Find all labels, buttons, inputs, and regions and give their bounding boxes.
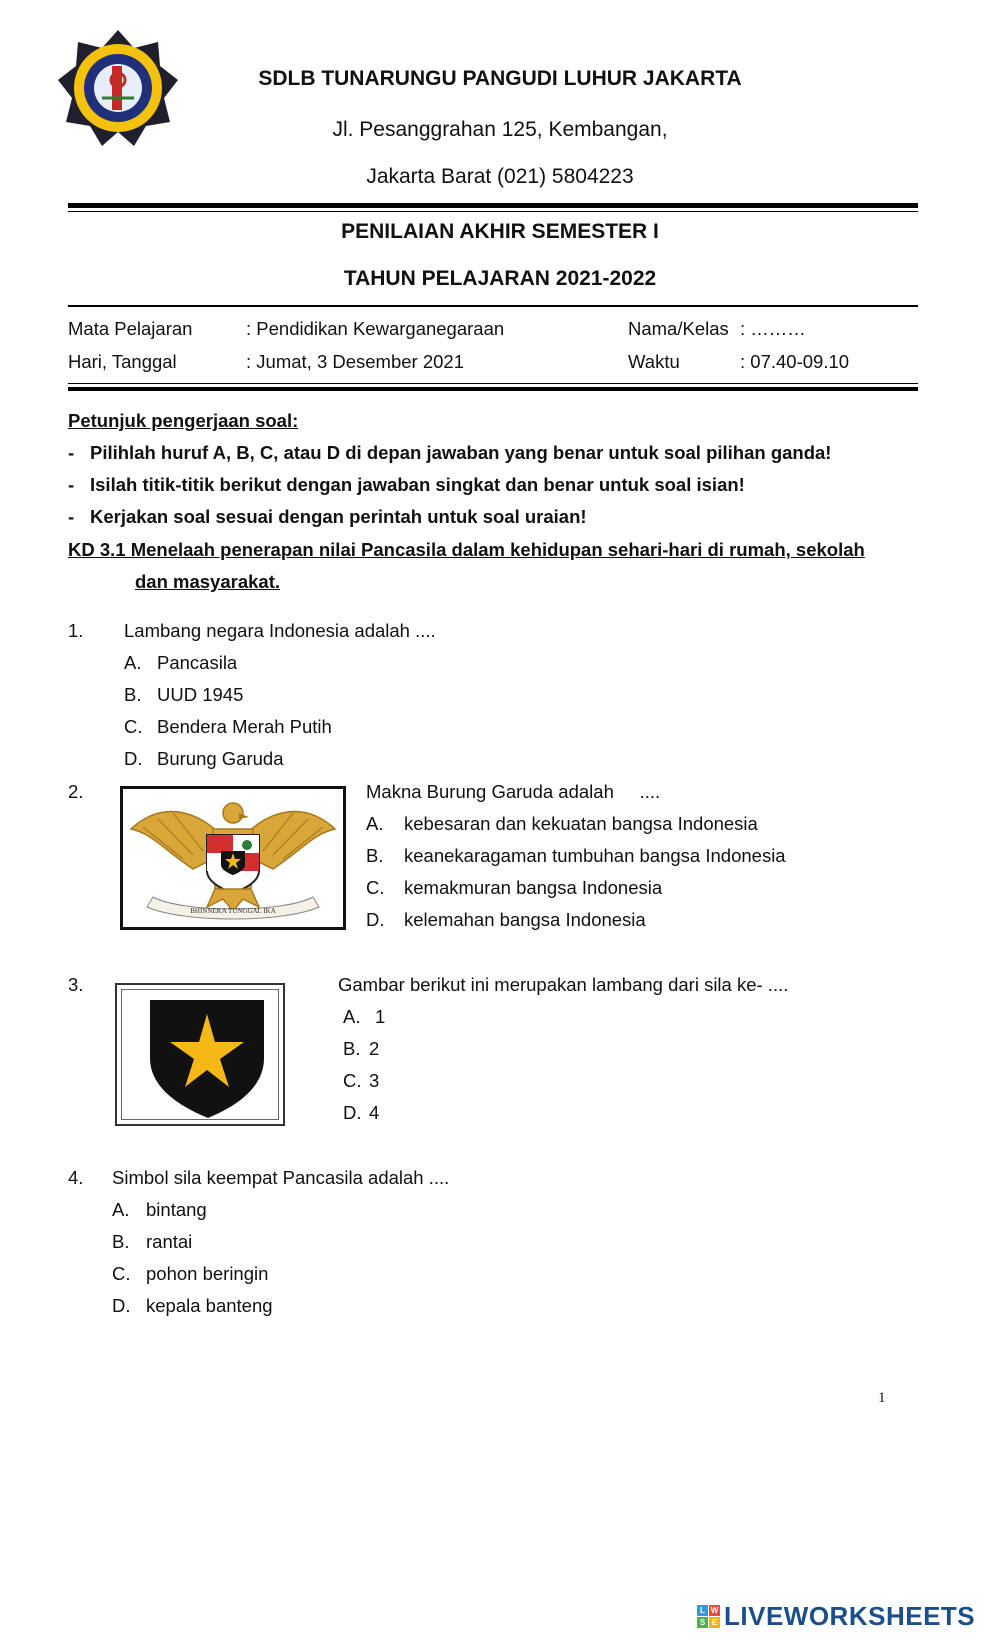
time-label: Waktu [628,351,680,372]
date-value: : Jumat, 3 Desember 2021 [246,351,464,372]
logo-tile: S [697,1617,708,1628]
option-letter: C. [343,1070,362,1091]
instruction-bullet: - [68,442,75,463]
question-number: 1. [68,620,84,641]
option-text: rantai [146,1231,193,1252]
option-1c[interactable] [124,716,332,738]
liveworksheets-brand: LIVEWORKSHEETS [724,1600,976,1631]
garuda-image [120,786,346,930]
logo-tile: L [697,1605,708,1616]
option-4d[interactable] [112,1295,273,1317]
school-name: SDLB TUNARUNGU PANGUDI LUHUR JAKARTA [258,67,742,90]
question-text: Gambar berikut ini merupakan lambang dari sila ke- .... [338,974,789,995]
option-letter: D. [112,1295,131,1316]
option-3b[interactable] [343,1038,379,1060]
header-rule-thick [68,203,918,208]
option-text: Pancasila [157,652,238,673]
option-letter: C. [366,877,385,898]
question-number: 3. [68,974,84,995]
option-2d[interactable] [366,909,646,931]
question-text: Makna Burung Garuda adalah .... [366,781,661,802]
option-text: kebesaran dan kekuatan bangsa Indonesia [404,813,758,834]
option-letter: C. [112,1263,131,1284]
option-text: 1 [375,1006,386,1027]
instruction-text: Pilihlah huruf A, B, C, atau D di depan jawaban yang benar untuk soal pilihan ganda! [90,442,832,463]
option-letter: D. [124,748,143,769]
star-shield-image [115,983,285,1126]
option-letter: C. [124,716,143,737]
instruction-item [68,474,745,496]
time-value: : 07.40-09.10 [740,351,850,372]
exam-title: PENILAIAN AKHIR SEMESTER I [341,220,659,243]
option-text: bintang [146,1199,207,1220]
question-text: Lambang negara Indonesia adalah .... [124,620,436,641]
option-letter: D. [343,1102,362,1123]
info-rule-bottom-thick [68,387,918,391]
option-3a[interactable] [343,1006,385,1028]
logo-tile: E [709,1617,720,1628]
logo-tile: W [710,1605,719,1615]
question-number: 2. [68,781,84,802]
instruction-text: Isilah titik-titik berikut dengan jawaban singkat dan benar untuk soal isian! [90,474,745,495]
question-number: 4. [68,1167,84,1188]
option-letter: A. [112,1199,130,1220]
instruction-text: Kerjakan soal sesuai dengan perintah untuk soal uraian! [90,506,587,527]
option-1a[interactable] [124,652,237,674]
star-shield-icon [122,990,280,1121]
option-1b[interactable] [124,684,243,706]
garuda-caption: BHINNEKA TUNGGAL IKA [190,907,276,915]
option-4c[interactable] [112,1263,268,1285]
option-1d[interactable] [124,748,284,770]
liveworksheets-logo-icon [697,1605,720,1628]
kd-line1: KD 3.1 Menelaah penerapan nilai Pancasila dalam kehidupan sehari-hari di rumah, sekolah [68,539,865,560]
school-address-line1: Jl. Pesanggrahan 125, Kembangan, [332,118,668,141]
option-text: pohon beringin [146,1263,269,1284]
option-text: kepala banteng [146,1295,273,1316]
subject-label: Mata Pelajaran [68,318,193,339]
date-label: Hari, Tanggal [68,351,177,372]
option-4b[interactable] [112,1231,192,1253]
question-text: Simbol sila keempat Pancasila adalah .... [112,1167,450,1188]
school-address-line2: Jakarta Barat (021) 5804223 [366,165,634,188]
instruction-item [68,506,587,528]
option-letter: A. [343,1006,361,1027]
option-text: kelemahan bangsa Indonesia [404,909,646,930]
option-3c[interactable] [343,1070,379,1092]
option-letter: B. [366,845,384,866]
option-2b[interactable] [366,845,786,867]
header-rule-thin [68,211,918,212]
instruction-item [68,442,831,464]
option-letter: B. [124,684,142,705]
option-text: 4 [369,1102,380,1123]
option-text: Burung Garuda [157,748,284,769]
page-number: 1 [878,1390,886,1406]
option-letter: B. [343,1038,361,1059]
option-3d[interactable] [343,1102,379,1124]
option-letter: A. [366,813,384,834]
option-text: 2 [369,1038,380,1059]
option-text: Bendera Merah Putih [157,716,332,737]
name-label: Nama/Kelas [628,318,729,339]
option-2c[interactable] [366,877,662,899]
option-letter: A. [124,652,142,673]
option-4a[interactable] [112,1199,207,1221]
garuda-icon [123,789,343,927]
liveworksheets-footer[interactable] [697,1600,975,1632]
info-rule-top [68,305,918,307]
instruction-bullet: - [68,474,75,495]
option-2a[interactable] [366,813,758,835]
option-letter: B. [112,1231,130,1252]
option-text: 3 [369,1070,380,1091]
instruction-bullet: - [68,506,75,527]
option-text: kemakmuran bangsa Indonesia [404,877,663,898]
option-text: keanekaragaman tumbuhan bangsa Indonesia [404,845,786,866]
option-text: UUD 1945 [157,684,244,705]
name-value: : ……… [740,318,806,339]
exam-year: TAHUN PELAJARAN 2021-2022 [343,267,657,290]
subject-value: : Pendidikan Kewarganegaraan [246,318,505,339]
option-letter: D. [366,909,385,930]
kd-line2: dan masyarakat. [135,571,281,592]
instructions-heading: Petunjuk pengerjaan soal: [68,410,299,431]
info-rule-bottom-thin [68,383,918,384]
